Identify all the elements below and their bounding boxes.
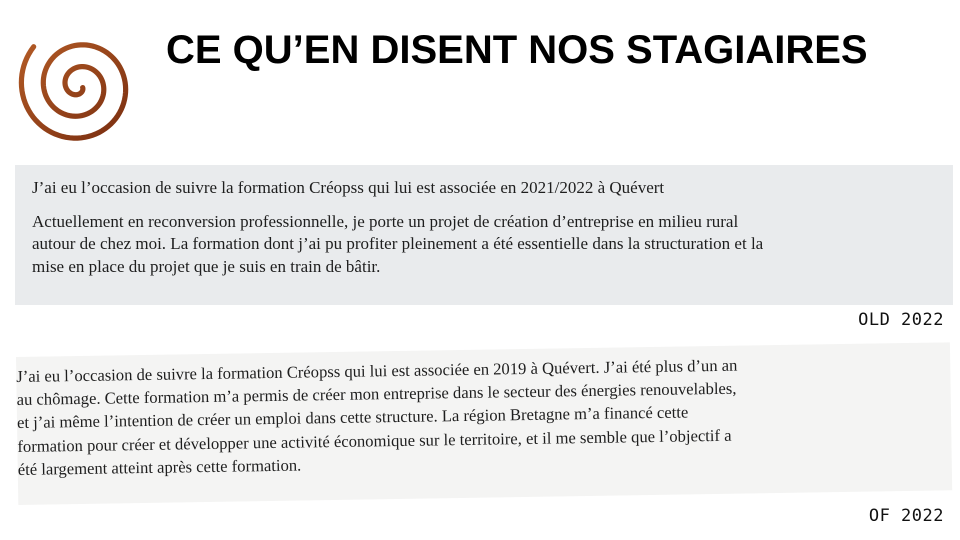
- testimonial-card-2: [16, 342, 952, 505]
- testimonial-2-caption: OF 2022: [868, 506, 944, 526]
- testimonial-1-caption: OLD 2022: [858, 310, 944, 330]
- testimonial-card-1: [15, 165, 953, 305]
- testimonial-1-intro: J’ai eu l’occasion de suivre la formation Créopss qui lui est associée en 2021/2022 à Quévert: [32, 178, 665, 197]
- testimonial-1-body: Actuellement en reconversion professionnelle, je porte un projet de création d’entreprise en milieu rural autour de chez moi. La formation dont j’ai pu profiter pleinement a été essentielle dans la structuration et la mise en place du projet que je suis en train de bâtir.: [32, 211, 764, 276]
- testimonial-2-body: J’ai eu l’occasion de suivre la formation Créopss qui lui est associée en 2019 à Quévert. J’ai été plus d’un an au chômage. Cette formation m’a permis de créer mon entreprise dans le secteur des énergies renouvelables, et j’ai même l’intention de créer un emploi dans cette structure. La région Bretagne m’a financé cette formation pour créer et développer une activité économique sur le territoire, et il me semble que l’objectif a été largement atteint après cette formation.: [16, 355, 738, 479]
- spiral-logo-icon: [12, 12, 150, 150]
- slide-title: CE QU’EN DISENT NOS STAGIAIRES: [166, 28, 868, 72]
